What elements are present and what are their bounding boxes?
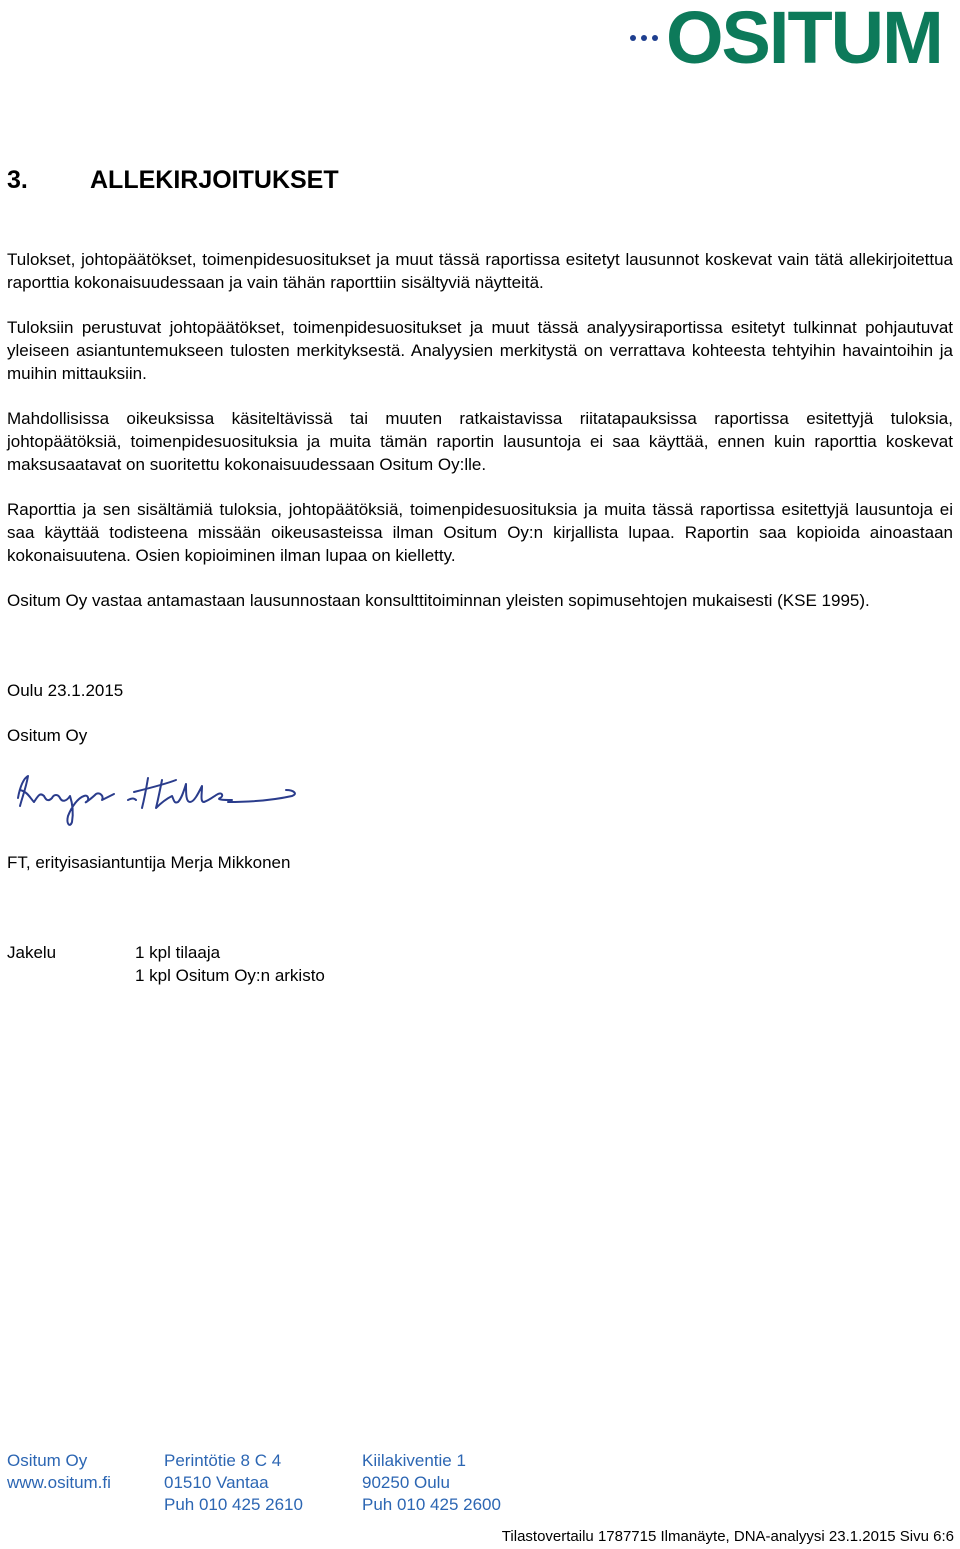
place-date: Oulu 23.1.2015: [7, 681, 124, 700]
distribution-list: [7, 941, 325, 987]
logo-dots: [630, 35, 658, 41]
paragraph-liability: Ositum Oy vastaa antamastaan lausunnostaan konsulttitoiminnan yleisten sopimusehtojen mukaisesti (KSE 1995).: [7, 591, 870, 610]
paragraph-copying: Raporttia ja sen sisältämiä tuloksia, johtopäätöksiä, toimenpidesuosituksia ja muita tässä raportissa esitettyjä lausuntoja ei saa käyttää todisteena missään oikeusasteissa ilman Ositum Oy:n kirjallista lupaa. Raportin saa kopioida ainoastaan kokonaisuutena. Osien kopioiminen ilman lupaa on kielletty.: [7, 500, 953, 565]
footer-postal: 90250 Oulu: [362, 1473, 450, 1492]
footer-address: Perintötie 8 C 4: [164, 1451, 282, 1470]
logo-wordmark: OSITUM: [666, 0, 942, 79]
footer-office-vantaa: [164, 1450, 303, 1516]
page-reference: Tilastovertailu 1787715 Ilmanäyte, DNA-analyysi 23.1.2015 Sivu 6:6: [501, 1528, 954, 1545]
distribution-label: Jakelu: [7, 943, 57, 962]
distribution-item: 1 kpl tilaaja: [135, 943, 221, 962]
section-title: ALLEKIRJOITUKSET: [90, 166, 339, 194]
signer-name: FT, erityisasiantuntija Merja Mikkonen: [7, 853, 291, 872]
paragraph-scope: Tulokset, johtopäätökset, toimenpidesuositukset ja muut tässä raportissa esitetyt lausunnot koskevat vain tätä allekirjoitettua raporttia kokonaisuudessaan ja vain tähän raporttiin sisältyviä näytteitä.: [7, 250, 953, 292]
company-logo: [630, 0, 955, 79]
section-number: 3.: [7, 166, 28, 194]
footer-phone: Puh 010 425 2610: [164, 1495, 303, 1514]
footer-address: Kiilakiventie 1: [362, 1451, 466, 1470]
footer-postal: 01510 Vantaa: [164, 1473, 269, 1492]
paragraph-disputes: Mahdollisissa oikeuksissa käsiteltävissä tai muuten ratkaistavissa riitatapauksissa raportissa esitettyjä tuloksia, johtopäätöksiä, toimenpidesuosituksia ja muita tämän raportin lausuntoja ei saa käyttää, ennen kuin raporttia koskevat maksusaatavat on suoritettu kokonaisuudessaan Ositum Oy:lle.: [7, 409, 953, 474]
footer-office-oulu: [362, 1450, 501, 1516]
paragraph-interpretation: Tuloksiin perustuvat johtopäätökset, toimenpidesuositukset ja muut tässä analyysiraportissa esitetyt tulkinnat pohjautuvat yleiseen asiantuntemukseen tulosten merkityksestä. Analyysien merkitystä on verrattava kohteesta tehtyihin havaintoihin ja muihin mittauksiin.: [7, 318, 953, 383]
footer-company-name: Ositum Oy: [7, 1451, 88, 1470]
company-name: Ositum Oy: [7, 726, 88, 745]
footer-website[interactable]: www.ositum.fi: [7, 1473, 111, 1492]
distribution-item: 1 kpl Ositum Oy:n arkisto: [135, 966, 325, 985]
section-heading: [7, 166, 339, 195]
signature-image: [10, 768, 300, 832]
footer-phone: Puh 010 425 2600: [362, 1495, 501, 1514]
footer-company: [7, 1450, 111, 1494]
